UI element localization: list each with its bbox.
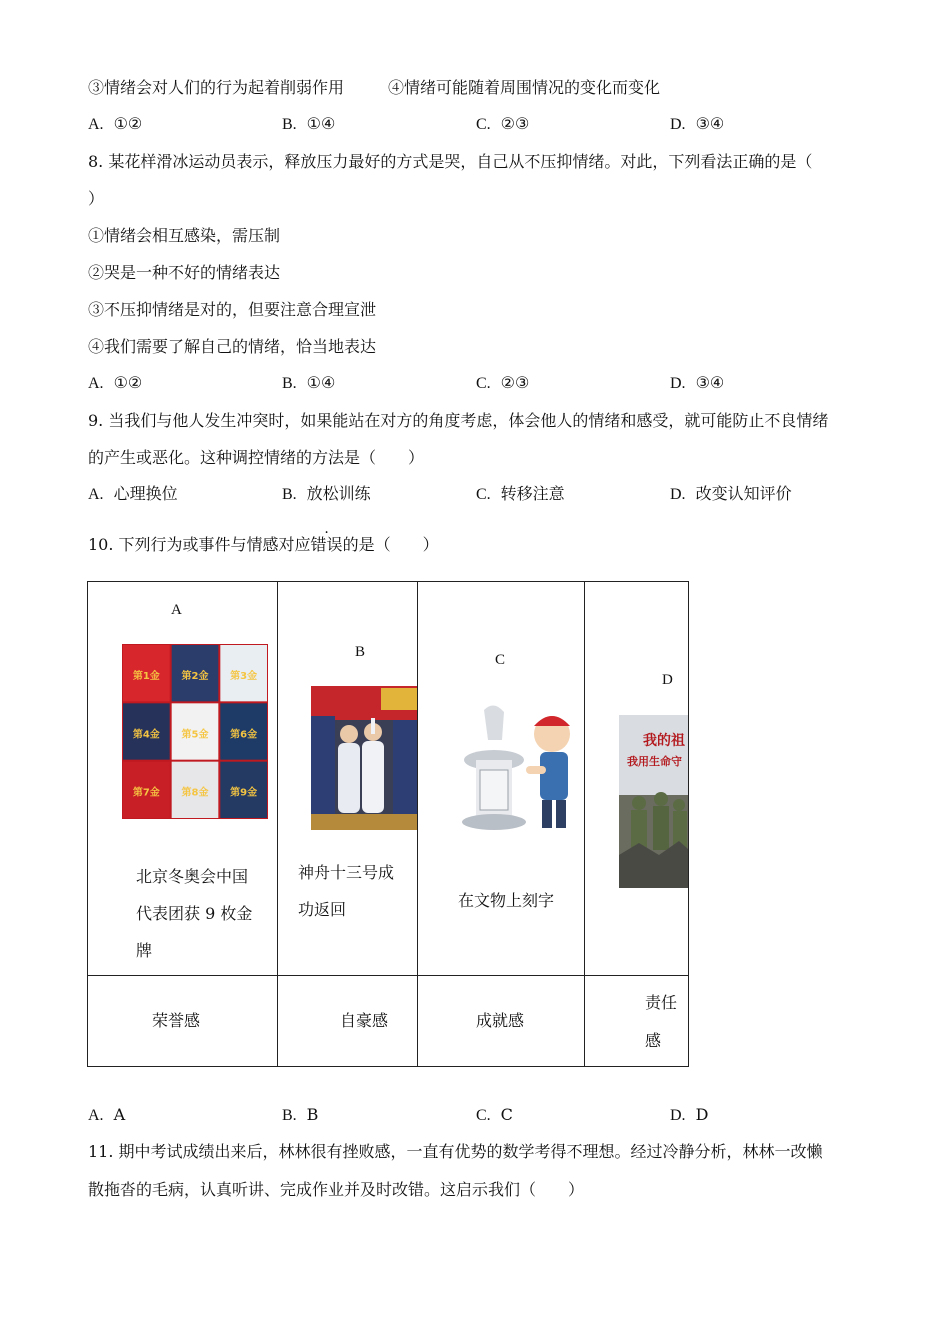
option-letter: A. bbox=[88, 116, 104, 133]
q9-option-c[interactable] bbox=[476, 484, 565, 505]
caption-a bbox=[136, 858, 252, 969]
medals-grid-svg bbox=[122, 644, 268, 819]
table-cell-a bbox=[88, 582, 278, 976]
feeling-line: 感 bbox=[645, 1031, 662, 1050]
q10-option-d[interactable] bbox=[670, 1105, 708, 1126]
q7-option-c[interactable] bbox=[476, 114, 529, 135]
option-text: C bbox=[500, 1105, 513, 1124]
feeling-text: 自豪感 bbox=[340, 1011, 389, 1030]
q8-statement-4: ④我们需要了解自己的情绪，恰当地表达 bbox=[88, 337, 377, 356]
option-letter: B. bbox=[282, 116, 297, 133]
option-text: B bbox=[306, 1105, 319, 1124]
q10-stem bbox=[88, 535, 439, 555]
option-letter: B. bbox=[282, 486, 297, 503]
feeling-cell-c bbox=[418, 976, 585, 1067]
q10-option-b[interactable] bbox=[282, 1105, 318, 1126]
carving-cartoon-svg bbox=[454, 700, 584, 842]
q8-stem-line-2: ） bbox=[88, 189, 105, 208]
soldiers-poster-svg bbox=[619, 715, 688, 888]
caption-c bbox=[458, 882, 554, 919]
q11-stem-line-1: 11. 期中考试成绩出来后，林林很有挫败感，一直有优势的数学考得不理想。经过冷静分析，林林一改懒 bbox=[88, 1142, 823, 1161]
caption-b bbox=[298, 854, 394, 928]
option-letter: C. bbox=[476, 1107, 491, 1124]
option-letter: D. bbox=[670, 116, 686, 133]
shenzhou-astronauts-image bbox=[311, 686, 417, 830]
option-text: ①④ bbox=[306, 373, 336, 392]
caption-line: 牌 bbox=[136, 941, 153, 960]
q7-statement-3: ③情绪会对人们的行为起着削弱作用 bbox=[88, 78, 345, 97]
poster-title: 我的祖 bbox=[643, 733, 685, 749]
column-letter: A bbox=[171, 602, 182, 618]
feeling-line: 责任 bbox=[645, 993, 678, 1012]
q10-stem-pre: 10. 下列行为或事件与情感对应 bbox=[88, 535, 311, 554]
q9-option-b[interactable] bbox=[282, 484, 371, 505]
caption-line: 在文物上刻字 bbox=[458, 891, 555, 910]
option-text: ②③ bbox=[500, 373, 530, 392]
table-cell-b bbox=[278, 582, 418, 976]
option-letter: C. bbox=[476, 116, 491, 133]
medal-label: 第9金 bbox=[230, 787, 258, 799]
q10-option-c[interactable] bbox=[476, 1105, 513, 1126]
poster-subtitle: 我用生命守 bbox=[627, 755, 682, 768]
medal-label: 第3金 bbox=[230, 671, 258, 682]
option-letter: A. bbox=[88, 375, 104, 392]
olympic-medals-image bbox=[122, 644, 268, 819]
q8-option-a[interactable] bbox=[88, 373, 142, 394]
q9-option-d[interactable] bbox=[670, 484, 792, 505]
q8-option-c[interactable] bbox=[476, 373, 529, 394]
q10-option-a[interactable] bbox=[88, 1105, 125, 1126]
medal-label: 第6金 bbox=[230, 729, 258, 741]
q10-stem-post: 的是（ ） bbox=[342, 535, 439, 554]
q8-option-b[interactable] bbox=[282, 373, 335, 394]
option-text: ①② bbox=[113, 373, 143, 392]
q7-option-b[interactable] bbox=[282, 114, 335, 135]
q10-stem-emphasis: 错误 bbox=[310, 535, 343, 554]
medal-label: 第8金 bbox=[181, 787, 209, 799]
option-letter: A. bbox=[88, 486, 104, 503]
column-letter: C bbox=[495, 652, 506, 668]
medal-label: 第2金 bbox=[181, 671, 209, 682]
q7-option-a[interactable] bbox=[88, 114, 142, 135]
option-text: 改变认知评价 bbox=[695, 484, 792, 503]
q8-stem-line-1: 8. 某花样滑冰运动员表示，释放压力最好的方式是哭，自己从不压抑情绪。对此，下列看法正确的是（ bbox=[88, 152, 813, 171]
medal-label: 第1金 bbox=[132, 671, 160, 682]
caption-line: 神舟十三号成 bbox=[298, 863, 395, 882]
feeling-cell-a bbox=[88, 976, 278, 1067]
medal-label: 第7金 bbox=[132, 787, 160, 799]
column-letter: D bbox=[662, 672, 673, 688]
option-text: ③④ bbox=[695, 373, 725, 392]
option-letter: B. bbox=[282, 375, 297, 392]
option-text: 放松训练 bbox=[306, 484, 371, 503]
option-text: D bbox=[695, 1105, 709, 1124]
caption-line: 功返回 bbox=[298, 900, 347, 919]
option-letter: D. bbox=[670, 375, 686, 392]
option-text: ③④ bbox=[695, 114, 725, 133]
feeling-cell-d bbox=[585, 976, 689, 1067]
option-letter: C. bbox=[476, 486, 491, 503]
q7-option-d[interactable] bbox=[670, 114, 724, 135]
feeling-text: 荣誉感 bbox=[152, 1011, 201, 1030]
q8-option-d[interactable] bbox=[670, 373, 724, 394]
carving-cartoon-image bbox=[454, 700, 584, 842]
q7-statement-4: ④情绪可能随着周围情况的变化而变化 bbox=[388, 78, 661, 97]
feeling-text bbox=[645, 984, 677, 1060]
caption-line: 代表团获 9 枚金 bbox=[136, 904, 253, 923]
option-text: A bbox=[113, 1105, 126, 1124]
medal-label: 第4金 bbox=[132, 729, 160, 741]
medal-label: 第5金 bbox=[181, 729, 209, 741]
option-text: ②③ bbox=[500, 114, 530, 133]
q9-option-a[interactable] bbox=[88, 484, 178, 505]
column-letter: B bbox=[355, 644, 366, 660]
table-cell-d bbox=[585, 582, 689, 976]
option-letter: D. bbox=[670, 486, 686, 503]
feeling-cell-b bbox=[278, 976, 418, 1067]
feeling-text: 成就感 bbox=[476, 1011, 525, 1030]
q9-stem-line-2: 的产生或恶化。这种调控情绪的方法是（ ） bbox=[88, 448, 425, 467]
option-text: 心理换位 bbox=[113, 484, 178, 503]
table-cell-c bbox=[418, 582, 585, 976]
option-text: 转移注意 bbox=[500, 484, 565, 503]
q9-stem-line-1: 9. 当我们与他人发生冲突时，如果能站在对方的角度考虑，体会他人的情绪和感受，就可能防止不良情绪 bbox=[88, 411, 829, 430]
q11-stem-line-2: 散拖沓的毛病，认真听讲、完成作业并及时改错。这启示我们（ ） bbox=[88, 1180, 585, 1199]
option-letter: D. bbox=[670, 1107, 686, 1124]
q8-statement-3: ③不压抑情绪是对的，但要注意合理宣泄 bbox=[88, 300, 377, 319]
soldiers-poster-image bbox=[619, 715, 688, 888]
q10-table bbox=[87, 581, 689, 1067]
option-letter: B. bbox=[282, 1107, 297, 1124]
option-letter: C. bbox=[476, 375, 491, 392]
q8-statement-1: ①情绪会相互感染，需压制 bbox=[88, 226, 281, 245]
option-letter: A. bbox=[88, 1107, 104, 1124]
q8-statement-2: ②哭是一种不好的情绪表达 bbox=[88, 263, 281, 282]
caption-line: 北京冬奥会中国 bbox=[136, 867, 249, 886]
option-text: ①② bbox=[113, 114, 143, 133]
astronauts-svg bbox=[311, 686, 417, 830]
option-text: ①④ bbox=[306, 114, 336, 133]
